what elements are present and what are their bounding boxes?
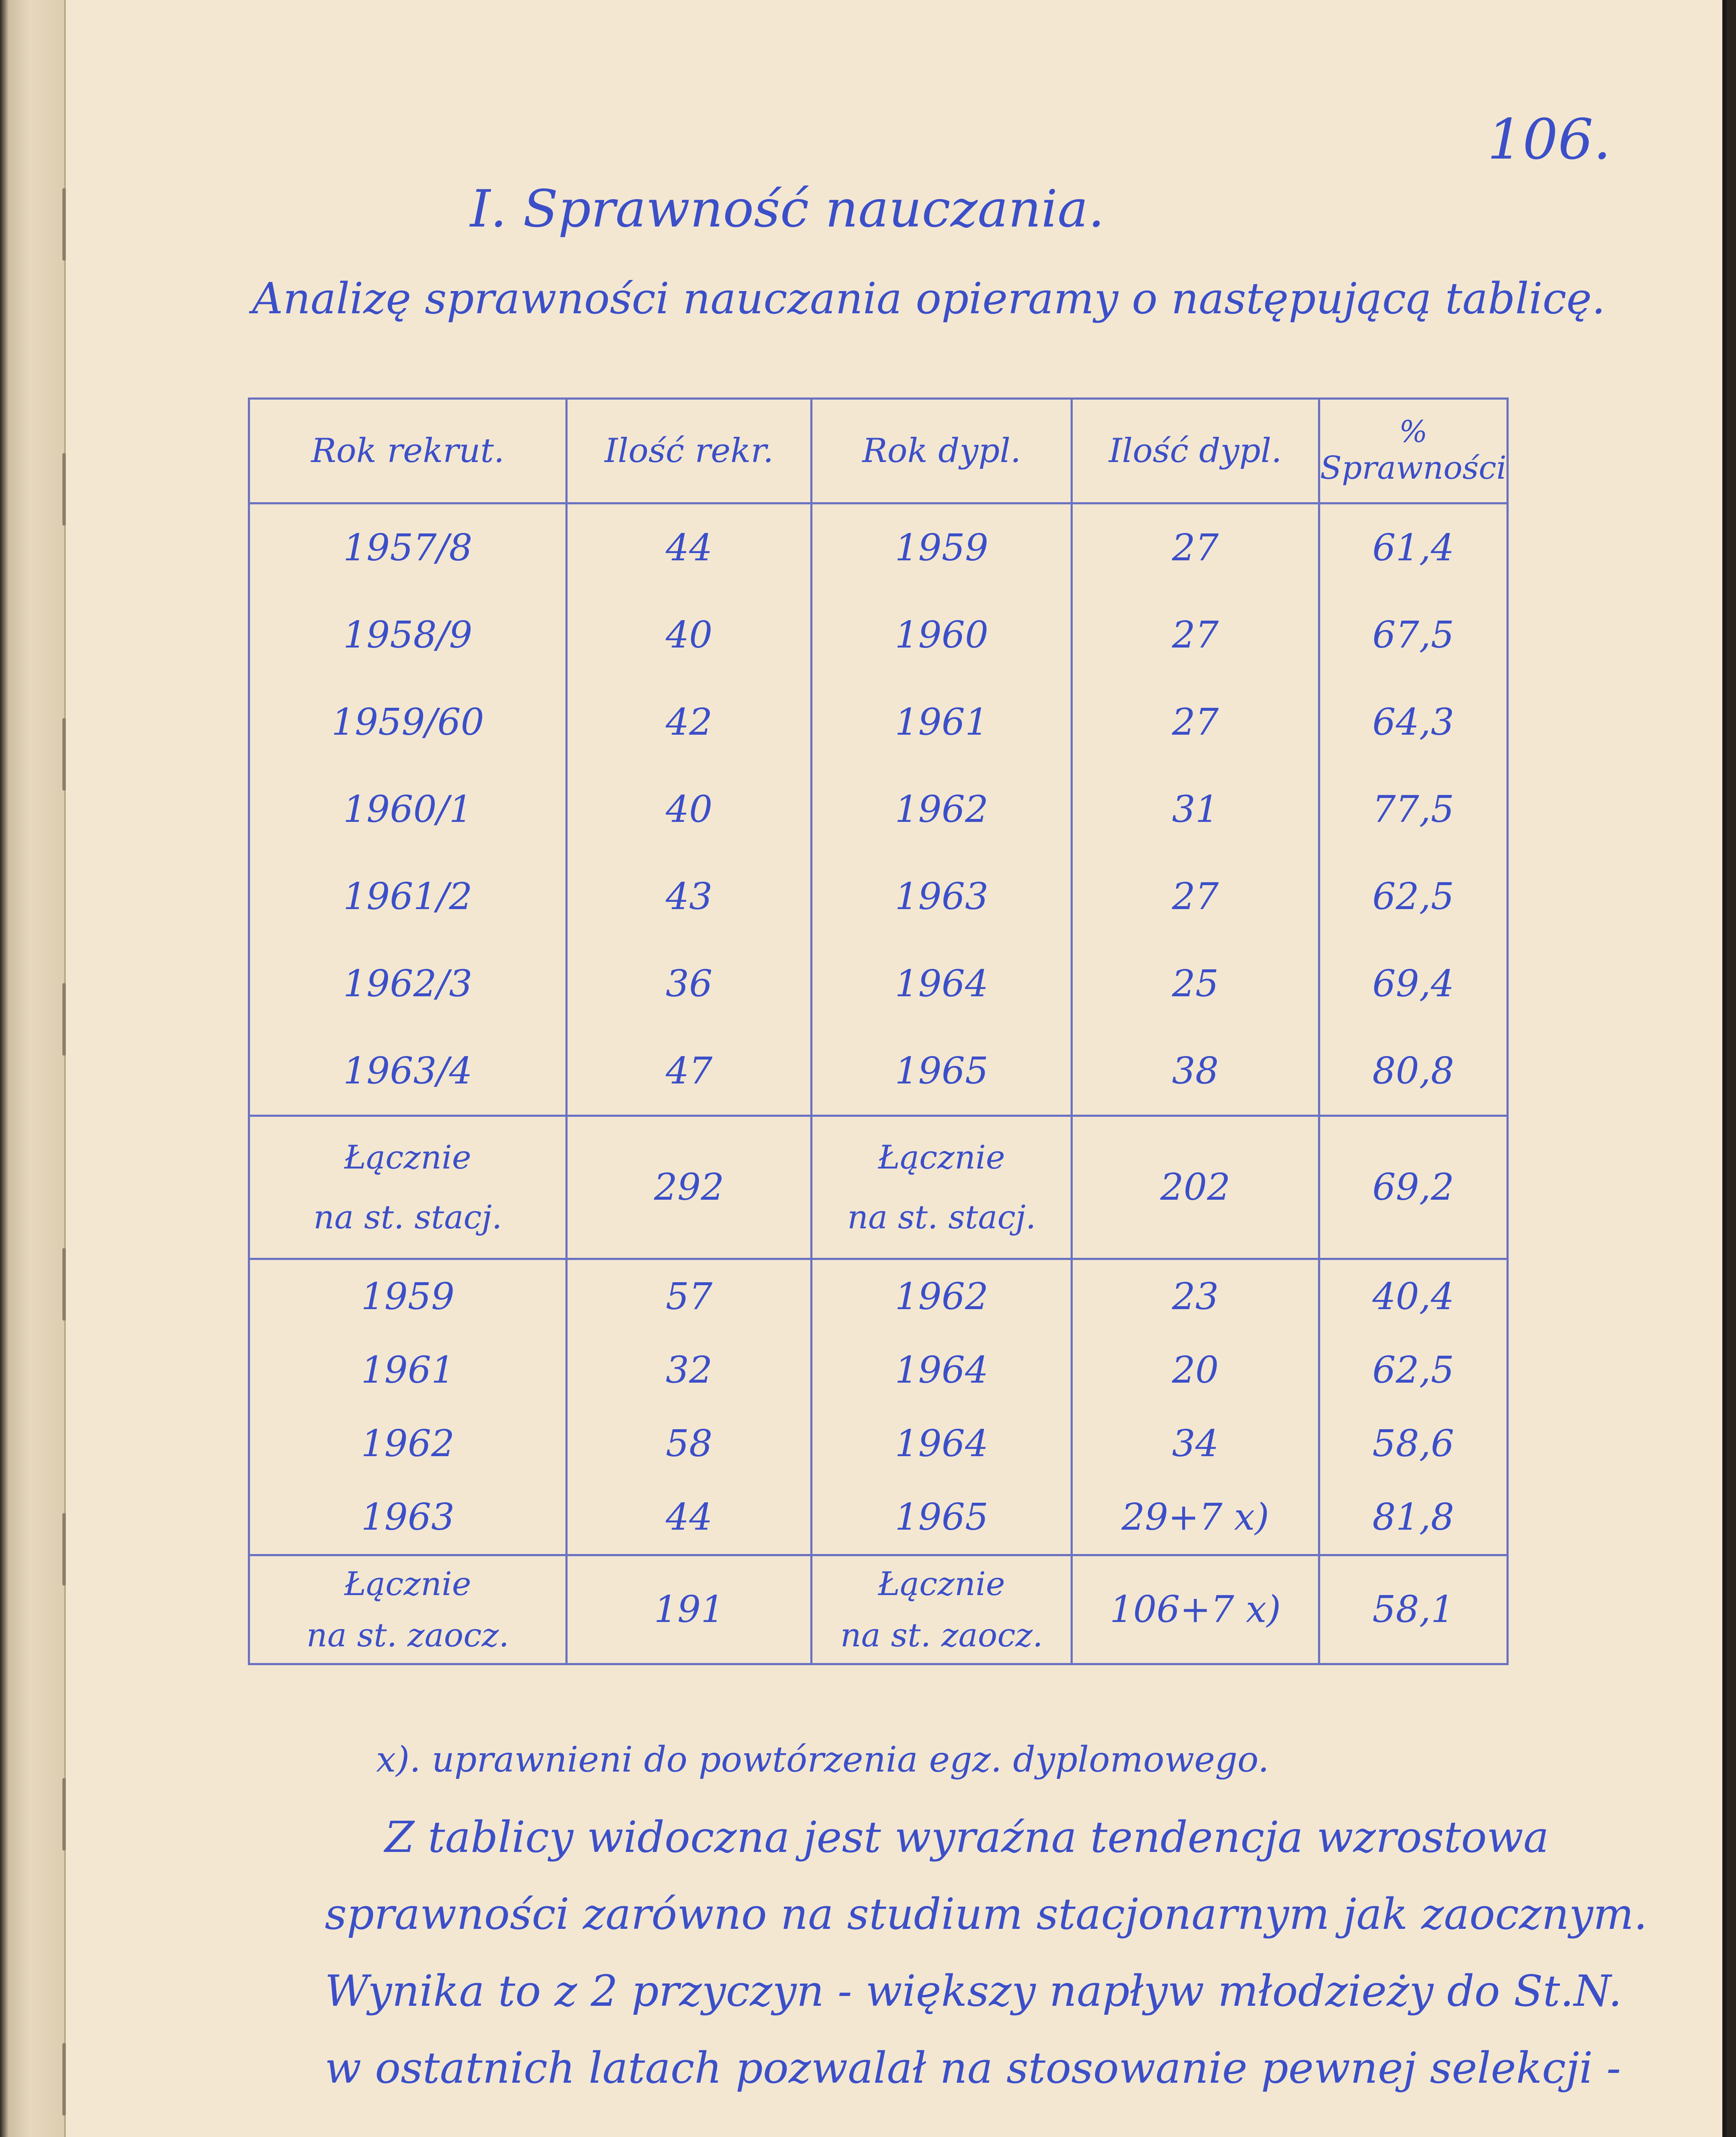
binding-stitch	[62, 1778, 66, 1851]
cell-ilosc-rekr: 58	[567, 1407, 812, 1481]
cell-rok-dypl: 1961	[812, 679, 1072, 766]
binding-stitch	[62, 453, 66, 526]
cell-rok-rekrut: 1957/8	[249, 503, 567, 592]
binding-stitch	[62, 983, 66, 1056]
table-row	[249, 1259, 1508, 1334]
cell-ilosc-rekr: 43	[567, 853, 812, 940]
cell-rok-rekrut: 1961	[249, 1333, 567, 1407]
cell-rok-dypl: 1962	[812, 766, 1072, 853]
paragraph-line: sprawności zarówno na studium stacjonarnym jak zaocznym.	[325, 1889, 1648, 1939]
header-rok-dypl: Rok dypl.	[812, 399, 1072, 503]
cell-rok-rekrut: 1961/2	[249, 853, 567, 940]
total-sprawnosc: 69,2	[1319, 1116, 1507, 1259]
cell-rok-rekrut: 1963	[249, 1481, 567, 1555]
cell-ilosc-rekr: 36	[567, 940, 812, 1027]
cell-ilosc-dypl: 31	[1072, 766, 1319, 853]
cell-ilosc-rekr: 40	[567, 592, 812, 679]
cell-ilosc-dypl: 27	[1072, 503, 1319, 592]
total-ilosc-dypl: 106+7 x)	[1072, 1555, 1319, 1664]
binding-spine	[0, 0, 64, 2137]
cell-sprawnosc: 69,4	[1319, 940, 1507, 1027]
total-sprawnosc: 58,1	[1319, 1555, 1507, 1664]
total-ilosc-dypl: 202	[1072, 1116, 1319, 1259]
total-label	[249, 1555, 567, 1664]
cell-ilosc-dypl: 29+7 x)	[1072, 1481, 1319, 1555]
page-number: 106.	[1487, 107, 1611, 172]
total-label-line1: Łącznie	[344, 1138, 471, 1176]
total-label-dypl	[812, 1116, 1072, 1259]
cell-rok-dypl: 1965	[812, 1481, 1072, 1555]
cell-sprawnosc: 40,4	[1319, 1259, 1507, 1334]
paragraph-line: Wynika to z 2 przyczyn - większy napływ młodzieży do St.N.	[325, 1966, 1622, 2016]
cell-rok-dypl: 1964	[812, 1407, 1072, 1481]
table-row	[249, 1027, 1508, 1116]
cell-sprawnosc: 77,5	[1319, 766, 1507, 853]
total-label-dypl-line1: Łącznie	[878, 1565, 1005, 1603]
cell-ilosc-rekr: 32	[567, 1333, 812, 1407]
cell-rok-rekrut: 1963/4	[249, 1027, 567, 1116]
cell-sprawnosc: 62,5	[1319, 853, 1507, 940]
total-ilosc-rekr: 191	[567, 1555, 812, 1664]
percent-symbol: %	[1399, 414, 1428, 449]
cell-ilosc-dypl: 38	[1072, 1027, 1319, 1116]
total-label-line2: na st. stacj.	[313, 1198, 502, 1236]
cell-rok-rekrut: 1960/1	[249, 766, 567, 853]
header-sprawnosc	[1319, 399, 1507, 503]
table-row	[249, 1407, 1508, 1481]
cell-sprawnosc: 61,4	[1319, 503, 1507, 592]
cell-ilosc-dypl: 25	[1072, 940, 1319, 1027]
table-row	[249, 940, 1508, 1027]
cell-rok-rekrut: 1959	[249, 1259, 567, 1334]
paragraph-line: w ostatnich latach pozwalał na stosowanie pewnej selekcji -	[325, 2043, 1621, 2093]
total-label-dypl	[812, 1555, 1072, 1664]
cell-ilosc-dypl: 34	[1072, 1407, 1319, 1481]
cell-ilosc-dypl: 27	[1072, 679, 1319, 766]
cell-rok-dypl: 1962	[812, 1259, 1072, 1334]
percent-label: Sprawności	[1320, 450, 1506, 486]
binding-stitch	[62, 1513, 66, 1586]
cell-rok-rekrut: 1962	[249, 1407, 567, 1481]
table-row	[249, 503, 1508, 592]
cell-rok-dypl: 1965	[812, 1027, 1072, 1116]
binding-stitch	[62, 718, 66, 791]
cell-ilosc-rekr: 47	[567, 1027, 812, 1116]
total-label-line2: na st. zaocz.	[306, 1616, 509, 1654]
cell-ilosc-rekr: 44	[567, 1481, 812, 1555]
cell-rok-dypl: 1959	[812, 503, 1072, 592]
cell-ilosc-rekr: 40	[567, 766, 812, 853]
intro-sentence: Analizę sprawności nauczania opieramy o następującą tablicę.	[252, 274, 1606, 324]
table-row	[249, 1333, 1508, 1407]
table-row	[249, 766, 1508, 853]
table-row	[249, 592, 1508, 679]
cell-rok-rekrut: 1962/3	[249, 940, 567, 1027]
section-title: I. Sprawność nauczania.	[470, 180, 1105, 239]
binding-stitch	[62, 2043, 66, 2116]
total-label-line1: Łącznie	[344, 1565, 471, 1603]
total-label-dypl-line2: na st. stacj.	[847, 1198, 1036, 1236]
cell-ilosc-dypl: 23	[1072, 1259, 1319, 1334]
cell-ilosc-dypl: 20	[1072, 1333, 1319, 1407]
cell-rok-dypl: 1963	[812, 853, 1072, 940]
cell-sprawnosc: 80,8	[1319, 1027, 1507, 1116]
table-row	[249, 853, 1508, 940]
cell-sprawnosc: 58,6	[1319, 1407, 1507, 1481]
table-header-row	[249, 399, 1508, 503]
binding-stitch	[62, 188, 66, 261]
cell-rok-dypl: 1964	[812, 1333, 1072, 1407]
header-ilosc-dypl: Ilość dypl.	[1072, 399, 1319, 503]
stationary-total-row	[249, 1116, 1508, 1259]
extramural-total-row	[249, 1555, 1508, 1664]
total-ilosc-rekr: 292	[567, 1116, 812, 1259]
page-edge-shadow	[1727, 0, 1736, 2137]
header-rok-rekrut: Rok rekrut.	[249, 399, 567, 503]
cell-sprawnosc: 62,5	[1319, 1333, 1507, 1407]
binding-stitch	[62, 1248, 66, 1321]
header-ilosc-rekr: Ilość rekr.	[567, 399, 812, 503]
cell-ilosc-rekr: 57	[567, 1259, 812, 1334]
total-label-dypl-line1: Łącznie	[878, 1138, 1005, 1176]
efficiency-table	[248, 397, 1509, 1665]
cell-rok-dypl: 1960	[812, 592, 1072, 679]
cell-sprawnosc: 81,8	[1319, 1481, 1507, 1555]
table-row	[249, 679, 1508, 766]
total-label	[249, 1116, 567, 1259]
cell-ilosc-rekr: 44	[567, 503, 812, 592]
cell-ilosc-dypl: 27	[1072, 592, 1319, 679]
cell-sprawnosc: 67,5	[1319, 592, 1507, 679]
cell-ilosc-dypl: 27	[1072, 853, 1319, 940]
cell-ilosc-rekr: 42	[567, 679, 812, 766]
cell-sprawnosc: 64,3	[1319, 679, 1507, 766]
total-label-dypl-line2: na st. zaocz.	[840, 1616, 1043, 1654]
footnote: x). uprawnieni do powtórzenia egz. dyplomowego.	[376, 1740, 1269, 1780]
cell-rok-rekrut: 1958/9	[249, 592, 567, 679]
paragraph-line: Z tablicy widoczna jest wyraźna tendencja wzrostowa	[385, 1812, 1549, 1862]
cell-rok-dypl: 1964	[812, 940, 1072, 1027]
table-row	[249, 1481, 1508, 1555]
cell-rok-rekrut: 1959/60	[249, 679, 567, 766]
